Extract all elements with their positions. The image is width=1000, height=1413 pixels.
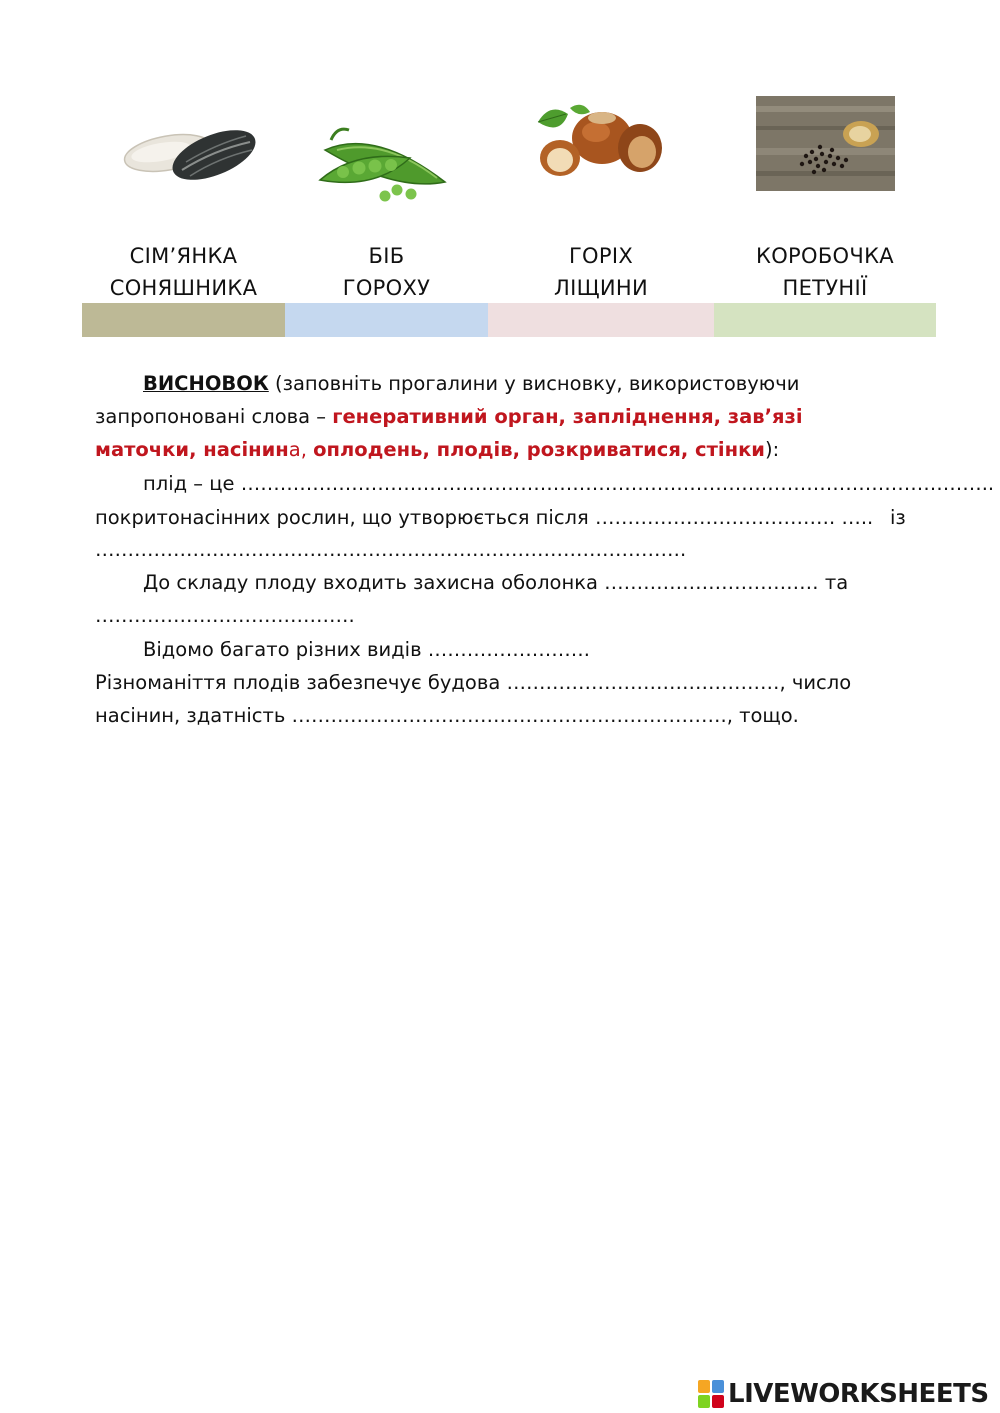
conclusion-line-2 <box>95 405 803 428</box>
conclusion-word-from: із <box>890 506 906 529</box>
blank-line-after[interactable]: покритонасінних рослин, що утворюється після ………………………………. ….. <box>95 506 874 529</box>
answer-band-hazelnut[interactable] <box>488 303 714 337</box>
label-sunflower-line2: СОНЯШНИКА <box>109 276 258 300</box>
liveworksheets-logo-text: LIVEWORKSHEETS <box>728 1379 989 1409</box>
blank-line-and[interactable]: …………………………………. <box>95 604 355 627</box>
conclusion-heading: ВИСНОВОК <box>143 372 269 395</box>
blank-line-fruit-is[interactable]: плід – це …………………………………………………………………………………………………….. <box>143 472 995 495</box>
word-bank-1: генеративний орган, запліднення, зав’язі <box>332 405 803 428</box>
petunia-capsule-image <box>756 96 895 191</box>
blank-line-protective-shell[interactable]: До складу плоду входить захисна оболонка …………………………… та <box>143 571 849 594</box>
label-sunflower-line1: СІМ’ЯНКА <box>129 244 238 268</box>
answer-band-sunflower[interactable] <box>82 303 285 337</box>
blank-line-structure[interactable]: Різноманіття плодів забезпечує будова ……………………………………, число <box>95 671 852 694</box>
blank-line-types[interactable]: Відомо багато різних видів ……………………. <box>143 638 590 661</box>
label-petunia-line1: КОРОБОЧКА <box>756 244 894 268</box>
blank-line-ability[interactable]: насінин, здатність …………………………………………………………., тощо. <box>95 704 799 727</box>
label-petunia-line2: ПЕТУНІЇ <box>782 276 868 300</box>
word-bank-2a: маточки, насінин <box>95 438 289 461</box>
pea-pod-image <box>315 120 460 205</box>
sunflower-seed-image <box>106 108 266 200</box>
blank-line-from[interactable]: ………………………………………………………………………………. <box>95 538 687 561</box>
conclusion-line-3 <box>95 438 779 461</box>
conclusion-intro-1: (заповніть прогалини у висновку, використовуючи <box>268 372 800 395</box>
word-bank-close: ): <box>764 438 780 461</box>
liveworksheets-logo-icon <box>698 1380 724 1408</box>
label-petunia <box>714 240 936 304</box>
label-pea <box>285 240 488 304</box>
word-bank-2c: оплодень, плодів, розкриватися, стінки <box>313 438 765 461</box>
label-hazelnut <box>488 240 714 304</box>
label-sunflower <box>82 240 285 304</box>
label-hazelnut-line2: ЛІЩИНИ <box>554 276 648 300</box>
hazelnut-image <box>530 100 665 180</box>
label-hazelnut-line1: ГОРІХ <box>568 244 634 268</box>
liveworksheets-logo <box>698 1378 989 1410</box>
conclusion-intro-2: запропоновані слова – <box>95 405 333 428</box>
answer-band-petunia[interactable] <box>714 303 936 337</box>
label-pea-line2: ГОРОХУ <box>342 276 431 300</box>
label-pea-line1: БІБ <box>368 244 405 268</box>
conclusion-line-1 <box>143 372 799 395</box>
answer-band-pea[interactable] <box>285 303 488 337</box>
word-bank-2b: а, <box>288 438 314 461</box>
